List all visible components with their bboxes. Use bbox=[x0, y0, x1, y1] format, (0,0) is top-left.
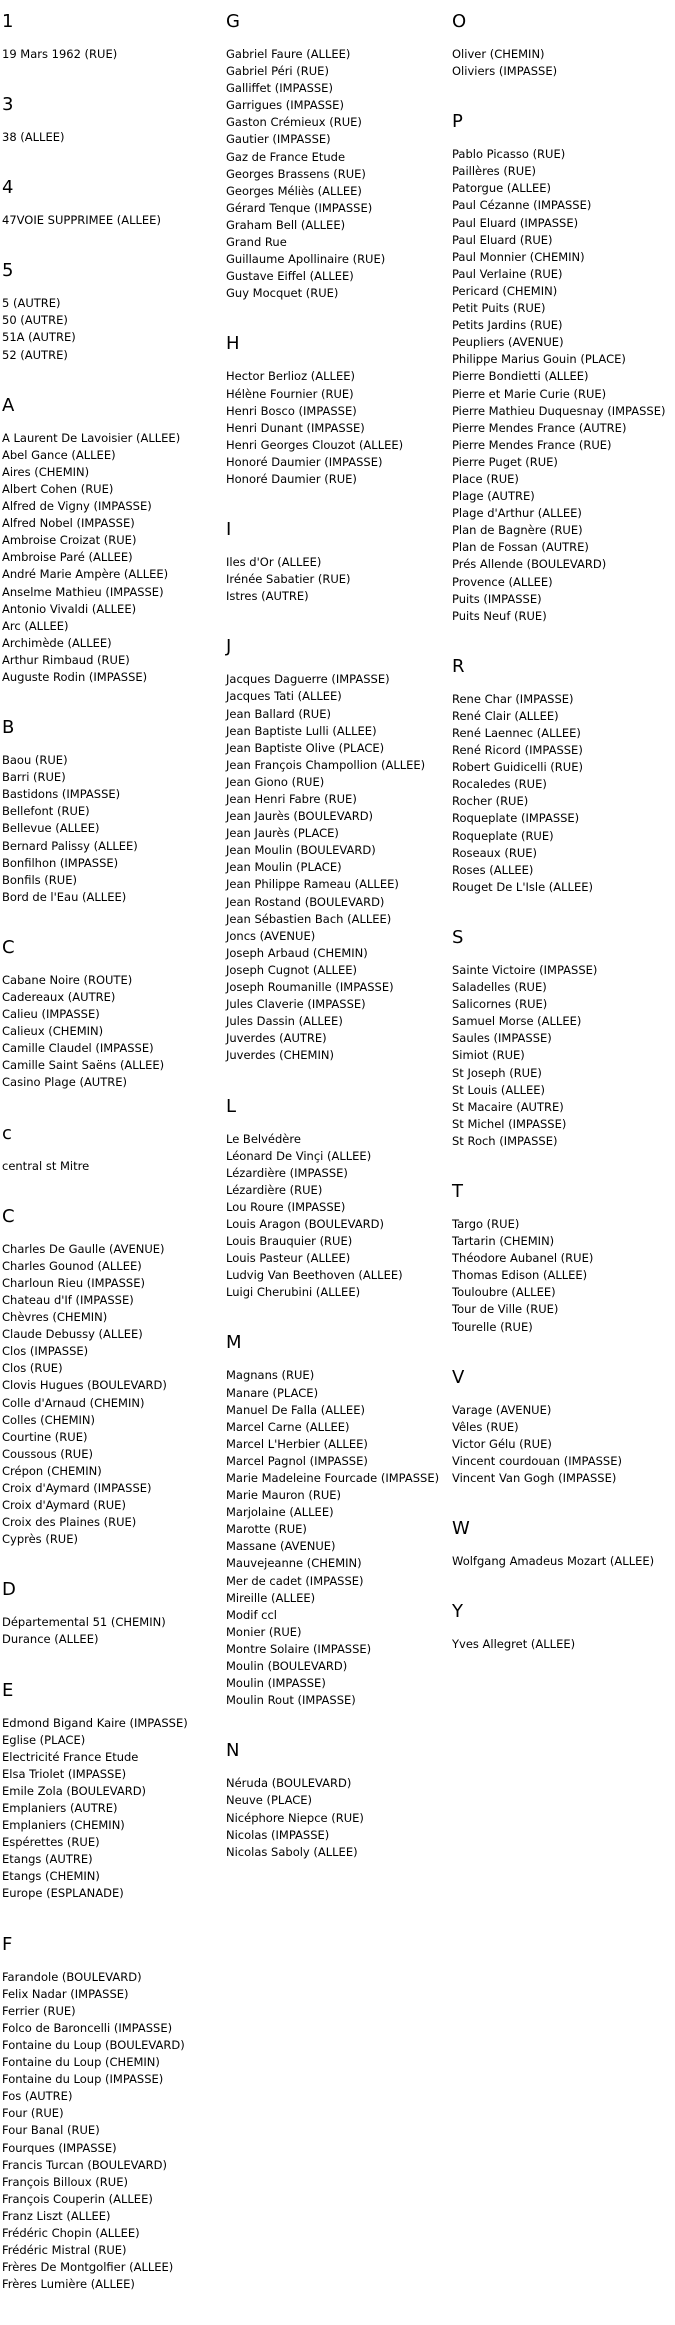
street-link[interactable]: Bernard Palissy (ALLEE) bbox=[2, 838, 138, 853]
street-link[interactable]: Néruda (BOULEVARD) bbox=[226, 1776, 352, 1791]
street-link[interactable]: Mireille (ALLEE) bbox=[226, 1590, 316, 1605]
letter-heading: F bbox=[2, 1933, 13, 1955]
street-link[interactable]: Jean Moulin (BOULEVARD) bbox=[226, 843, 376, 858]
street-link[interactable]: Nicolas (IMPASSE) bbox=[226, 1827, 330, 1842]
street-link[interactable]: Saules (IMPASSE) bbox=[452, 1031, 552, 1046]
street-link[interactable]: Emile Zola (BOULEVARD) bbox=[2, 1783, 147, 1798]
street-link[interactable]: Plage d'Arthur (ALLEE) bbox=[452, 506, 582, 521]
street-link[interactable]: Monier (RUE) bbox=[226, 1624, 302, 1639]
street-link[interactable]: Espérettes (RUE) bbox=[2, 1835, 100, 1850]
street-link[interactable]: Modif ccl bbox=[226, 1607, 277, 1622]
street-link[interactable]: Pierre Mendes France (RUE) bbox=[452, 437, 612, 452]
street-link[interactable]: Cadereaux (AUTRE) bbox=[2, 990, 116, 1004]
street-link[interactable]: Mer de cadet (IMPASSE) bbox=[226, 1573, 364, 1588]
letter-group bbox=[2, 396, 226, 686]
street-link[interactable]: Chateau d'If (IMPASSE) bbox=[2, 1292, 134, 1307]
letter-heading: 1 bbox=[2, 11, 14, 32]
letter-group bbox=[2, 1580, 226, 1648]
street-link[interactable]: Charles De Gaulle (AVENUE) bbox=[2, 1241, 165, 1256]
street-link[interactable]: Jean Giono (RUE) bbox=[226, 774, 325, 789]
street-link[interactable]: Casino Plage (AUTRE) bbox=[2, 1075, 127, 1090]
street-link[interactable]: Marcel Carne (ALLEE) bbox=[226, 1419, 350, 1434]
letter-heading: c bbox=[2, 1122, 12, 1144]
street-link[interactable]: Oliviers (IMPASSE) bbox=[452, 64, 558, 79]
street-link[interactable]: Crépon (CHEMIN) bbox=[2, 1463, 102, 1478]
letter-group bbox=[452, 1519, 674, 1570]
street-link[interactable]: Paul Cézanne (IMPASSE) bbox=[452, 198, 592, 213]
letter-heading: 3 bbox=[2, 94, 14, 116]
street-link[interactable]: Marcel L'Herbier (ALLEE) bbox=[226, 1436, 368, 1451]
street-link[interactable]: Patorgue (ALLEE) bbox=[452, 181, 552, 196]
street-link[interactable]: Saladelles (RUE) bbox=[452, 980, 547, 995]
letter-heading: B bbox=[2, 717, 15, 739]
street-link[interactable]: René Laennec (ALLEE) bbox=[452, 726, 581, 740]
letter-group bbox=[226, 637, 450, 1064]
street-link[interactable]: Felix Nadar (IMPASSE) bbox=[2, 1986, 129, 2001]
letter-heading: C bbox=[2, 936, 15, 958]
street-link[interactable]: Tour de Ville (RUE) bbox=[452, 1302, 559, 1317]
street-link[interactable]: Puits (IMPASSE) bbox=[452, 591, 542, 606]
street-link[interactable]: Marie Madeleine Fourcade (IMPASSE) bbox=[226, 1471, 440, 1485]
street-link[interactable]: Clos (RUE) bbox=[2, 1361, 63, 1376]
street-link[interactable]: Four (RUE) bbox=[2, 2106, 64, 2121]
letter-group bbox=[2, 1207, 226, 1549]
street-link[interactable]: Aires (CHEMIN) bbox=[2, 464, 90, 479]
street-link[interactable]: Chèvres (CHEMIN) bbox=[2, 1310, 108, 1325]
street-link[interactable]: 50 (AUTRE) bbox=[2, 313, 68, 328]
street-link[interactable]: Tartarin (CHEMIN) bbox=[452, 1234, 555, 1249]
street-link[interactable]: Anselme Mathieu (IMPASSE) bbox=[2, 584, 164, 599]
letter-group bbox=[226, 12, 450, 302]
street-link[interactable]: Paillères (RUE) bbox=[452, 164, 536, 179]
street-link[interactable]: Arthur Rimbaud (RUE) bbox=[2, 652, 130, 667]
street-link[interactable]: Bellevue (ALLEE) bbox=[2, 821, 100, 836]
letter-heading: G bbox=[226, 11, 240, 32]
street-link[interactable]: Emplaniers (AUTRE) bbox=[2, 1801, 118, 1815]
street-link[interactable]: Henri Bosco (IMPASSE) bbox=[226, 403, 357, 418]
letter-group bbox=[2, 95, 226, 146]
street-link[interactable]: Fontaine du Loup (IMPASSE) bbox=[2, 2072, 164, 2087]
street-link[interactable]: 5 (AUTRE) bbox=[2, 296, 61, 311]
street-link[interactable]: Rocaledes (RUE) bbox=[452, 777, 547, 792]
street-link[interactable]: François Couperin (ALLEE) bbox=[2, 2191, 153, 2206]
street-link[interactable]: Philippe Marius Gouin (PLACE) bbox=[452, 352, 626, 367]
street-link[interactable]: Vêles (RUE) bbox=[452, 1419, 519, 1434]
letter-group bbox=[2, 178, 226, 229]
street-link[interactable]: Folco de Baroncelli (IMPASSE) bbox=[2, 2020, 173, 2035]
street-link[interactable]: Yves Allegret (ALLEE) bbox=[452, 1637, 576, 1652]
street-link[interactable]: Prés Allende (BOULEVARD) bbox=[452, 557, 607, 572]
street-link[interactable]: Honoré Daumier (RUE) bbox=[226, 471, 357, 486]
street-link[interactable]: Roses (ALLEE) bbox=[452, 862, 534, 877]
street-link[interactable]: Louis Aragon (BOULEVARD) bbox=[226, 1216, 384, 1231]
street-link[interactable]: Etangs (AUTRE) bbox=[2, 1852, 93, 1867]
street-link[interactable]: Roseaux (RUE) bbox=[452, 845, 538, 860]
street-link[interactable]: Moulin (BOULEVARD) bbox=[226, 1659, 348, 1674]
street-link[interactable]: Ambroise Croizat (RUE) bbox=[2, 533, 137, 548]
letter-heading: T bbox=[452, 1180, 463, 1202]
street-link[interactable]: Massane (AVENUE) bbox=[226, 1539, 336, 1554]
street-link[interactable]: Colle d'Arnaud (CHEMIN) bbox=[2, 1395, 145, 1410]
street-link[interactable]: Fos (AUTRE) bbox=[2, 2089, 73, 2104]
street-link[interactable]: Hector Berlioz (ALLEE) bbox=[226, 369, 355, 384]
street-link[interactable]: Ambroise Paré (ALLEE) bbox=[2, 550, 133, 565]
street-link[interactable]: Calieu (IMPASSE) bbox=[2, 1007, 100, 1022]
street-link[interactable]: Emplaniers (CHEMIN) bbox=[2, 1818, 125, 1833]
street-link[interactable]: Garrigues (IMPASSE) bbox=[226, 98, 344, 113]
street-link[interactable]: Montre Solaire (IMPASSE) bbox=[226, 1641, 372, 1656]
street-link[interactable]: André Marie Ampère (ALLEE) bbox=[2, 567, 169, 582]
street-link[interactable]: Elsa Triolet (IMPASSE) bbox=[2, 1766, 127, 1781]
letter-group bbox=[2, 1124, 226, 1175]
street-link[interactable]: Petit Puits (RUE) bbox=[452, 301, 546, 316]
street-link[interactable]: Jean Rostand (BOULEVARD) bbox=[226, 894, 385, 909]
street-link[interactable]: St Joseph (RUE) bbox=[452, 1065, 542, 1080]
street-link[interactable]: Paul Eluard (IMPASSE) bbox=[452, 215, 579, 230]
street-link[interactable]: Paul Verlaine (RUE) bbox=[452, 266, 563, 281]
letter-group bbox=[2, 938, 226, 1092]
street-link[interactable]: Jean Jaurès (PLACE) bbox=[226, 826, 339, 841]
letter-group bbox=[226, 1741, 450, 1860]
street-link[interactable]: Durance (ALLEE) bbox=[2, 1632, 99, 1647]
street-link[interactable]: Samuel Morse (ALLEE) bbox=[452, 1014, 582, 1029]
street-link[interactable]: Simiot (RUE) bbox=[452, 1048, 525, 1063]
street-link[interactable]: Ferrier (RUE) bbox=[2, 2003, 76, 2018]
street-link[interactable]: A Laurent De Lavoisier (ALLEE) bbox=[2, 430, 181, 445]
street-index-column bbox=[2, 12, 226, 2325]
street-link[interactable]: Antonio Vivaldi (ALLEE) bbox=[2, 601, 137, 616]
street-link[interactable]: Roqueplate (RUE) bbox=[452, 828, 554, 843]
street-link[interactable]: Clovis Hugues (BOULEVARD) bbox=[2, 1378, 167, 1393]
street-link[interactable]: Guillaume Apollinaire (RUE) bbox=[226, 252, 386, 267]
street-link[interactable]: Juverdes (AUTRE) bbox=[226, 1031, 327, 1046]
street-link[interactable]: Bellefont (RUE) bbox=[2, 804, 90, 819]
street-link[interactable]: Roqueplate (IMPASSE) bbox=[452, 811, 580, 826]
street-link[interactable]: Farandole (BOULEVARD) bbox=[2, 1969, 142, 1984]
street-link[interactable]: Fontaine du Loup (BOULEVARD) bbox=[2, 2037, 185, 2052]
street-link[interactable]: Ludvig Van Beethoven (ALLEE) bbox=[226, 1268, 403, 1283]
street-link[interactable]: Rouget De L'Isle (ALLEE) bbox=[452, 879, 593, 894]
street-link[interactable]: Sainte Victoire (IMPASSE) bbox=[452, 962, 598, 977]
letter-group bbox=[452, 112, 674, 625]
letter-heading: V bbox=[452, 1366, 465, 1388]
street-link[interactable]: Camille Claudel (IMPASSE) bbox=[2, 1041, 154, 1056]
letter-group bbox=[452, 1602, 674, 1653]
street-link[interactable]: Bonfilhon (IMPASSE) bbox=[2, 855, 119, 870]
street-link[interactable]: Graham Bell (ALLEE) bbox=[226, 217, 346, 232]
street-link[interactable]: Plan de Fossan (AUTRE) bbox=[452, 540, 589, 555]
street-link[interactable]: Manare (PLACE) bbox=[226, 1385, 319, 1400]
street-link[interactable]: Paul Monnier (CHEMIN) bbox=[452, 249, 585, 264]
street-link[interactable]: Calieux (CHEMIN) bbox=[2, 1024, 104, 1039]
street-link[interactable]: Victor Gélu (RUE) bbox=[452, 1436, 552, 1451]
street-link[interactable]: Hélène Fournier (RUE) bbox=[226, 386, 354, 401]
street-link[interactable]: François Billoux (RUE) bbox=[2, 2174, 128, 2189]
street-link[interactable]: Camille Saint Saëns (ALLEE) bbox=[2, 1058, 165, 1073]
letter-group bbox=[452, 12, 674, 80]
street-link[interactable]: Puits Neuf (RUE) bbox=[452, 608, 547, 623]
street-link[interactable]: Vincent courdouan (IMPASSE) bbox=[452, 1453, 622, 1468]
street-link[interactable]: central st Mitre bbox=[2, 1158, 90, 1173]
letter-group bbox=[226, 520, 450, 605]
street-link[interactable]: René Clair (ALLEE) bbox=[452, 708, 559, 723]
letter-heading: A bbox=[2, 394, 15, 416]
street-link[interactable]: Francis Turcan (BOULEVARD) bbox=[2, 2157, 168, 2172]
street-link[interactable]: Jean Philippe Rameau (ALLEE) bbox=[226, 877, 399, 892]
street-link[interactable]: Electricité France Etude bbox=[2, 1749, 139, 1764]
street-link[interactable]: Gabriel Péri (RUE) bbox=[226, 64, 329, 79]
letter-heading: P bbox=[452, 111, 463, 133]
street-link[interactable]: Théodore Aubanel (RUE) bbox=[452, 1251, 594, 1266]
letter-group bbox=[452, 928, 674, 1150]
letter-heading: M bbox=[226, 1332, 242, 1354]
street-link[interactable]: Alfred Nobel (IMPASSE) bbox=[2, 516, 135, 531]
street-link[interactable]: Joseph Roumanille (IMPASSE) bbox=[226, 980, 394, 995]
street-link[interactable]: Bord de l'Eau (ALLEE) bbox=[2, 889, 127, 904]
street-link[interactable]: Nicolas Saboly (ALLEE) bbox=[226, 1844, 358, 1859]
street-link[interactable]: 52 (AUTRE) bbox=[2, 347, 68, 362]
street-index-column bbox=[452, 12, 674, 1685]
street-link[interactable]: Etangs (CHEMIN) bbox=[2, 1869, 100, 1884]
street-link[interactable]: Henri Dunant (IMPASSE) bbox=[226, 420, 365, 435]
street-link[interactable]: Salicornes (RUE) bbox=[452, 997, 548, 1012]
street-link[interactable]: Fourques (IMPASSE) bbox=[2, 2140, 117, 2155]
street-link[interactable]: Nicéphore Niepce (RUE) bbox=[226, 1810, 364, 1825]
street-link[interactable]: Fontaine du Loup (CHEMIN) bbox=[2, 2055, 160, 2070]
street-link[interactable]: Frères De Montgolfier (ALLEE) bbox=[2, 2260, 174, 2275]
letter-group bbox=[2, 261, 226, 363]
street-link[interactable]: Jean Henri Fabre (RUE) bbox=[226, 792, 357, 806]
street-link[interactable]: Georges Brassens (RUE) bbox=[226, 166, 366, 181]
street-link[interactable]: Baou (RUE) bbox=[2, 753, 68, 768]
street-link[interactable]: Croix d'Aymard (RUE) bbox=[2, 1498, 126, 1513]
street-link[interactable]: Joseph Cugnot (ALLEE) bbox=[226, 962, 358, 977]
street-link[interactable]: Jacques Daguerre (IMPASSE) bbox=[226, 672, 390, 687]
street-link[interactable]: Guy Mocquet (RUE) bbox=[226, 286, 339, 301]
letter-heading: D bbox=[2, 1579, 16, 1601]
street-link[interactable]: Honoré Daumier (IMPASSE) bbox=[226, 454, 383, 469]
street-link[interactable]: Lézardière (RUE) bbox=[226, 1182, 323, 1197]
street-link[interactable]: Bastidons (IMPASSE) bbox=[2, 787, 121, 802]
street-index-column bbox=[226, 12, 450, 1893]
street-link[interactable]: Moulin Rout (IMPASSE) bbox=[226, 1693, 356, 1708]
letter-group bbox=[452, 1182, 674, 1336]
street-link[interactable]: Charles Gounod (ALLEE) bbox=[2, 1258, 142, 1273]
street-link[interactable]: Oliver (CHEMIN) bbox=[452, 47, 545, 61]
street-link[interactable]: Jules Claverie (IMPASSE) bbox=[226, 997, 366, 1012]
street-link[interactable]: 51A (AUTRE) bbox=[2, 330, 76, 345]
street-link[interactable]: René Ricord (IMPASSE) bbox=[452, 743, 583, 758]
street-link[interactable]: Franz Liszt (ALLEE) bbox=[2, 2208, 111, 2223]
letter-heading: W bbox=[452, 1518, 470, 1540]
street-link[interactable]: Bonfils (RUE) bbox=[2, 872, 77, 887]
street-link[interactable]: Gustave Eiffel (ALLEE) bbox=[226, 269, 354, 284]
street-link[interactable]: Wolfgang Amadeus Mozart (ALLEE) bbox=[452, 1554, 655, 1569]
street-link[interactable]: Istres (AUTRE) bbox=[226, 589, 309, 604]
street-link[interactable]: Charloun Rieu (IMPASSE) bbox=[2, 1275, 145, 1290]
letter-heading: E bbox=[2, 1679, 14, 1701]
street-link[interactable]: Gautier (IMPASSE) bbox=[226, 132, 331, 147]
street-link[interactable]: Iles d'Or (ALLEE) bbox=[226, 555, 322, 570]
street-link[interactable]: Léonard De Vinçi (ALLEE) bbox=[226, 1148, 372, 1163]
street-link[interactable]: 19 Mars 1962 (RUE) bbox=[2, 47, 118, 61]
street-link[interactable]: Arc (ALLEE) bbox=[2, 618, 69, 633]
street-link[interactable]: Pierre Puget (RUE) bbox=[452, 454, 558, 469]
street-link[interactable]: Croix d'Aymard (IMPASSE) bbox=[2, 1480, 152, 1495]
letter-group bbox=[452, 657, 674, 896]
street-link[interactable]: Plan de Bagnère (RUE) bbox=[452, 523, 583, 538]
street-link[interactable]: Pierre Mathieu Duquesnay (IMPASSE) bbox=[452, 403, 666, 418]
letter-heading: L bbox=[226, 1095, 237, 1117]
street-link[interactable]: Paul Eluard (RUE) bbox=[452, 232, 553, 247]
street-link[interactable]: Pericard (CHEMIN) bbox=[452, 283, 558, 298]
street-link[interactable]: Frères Lumière (ALLEE) bbox=[2, 2277, 135, 2292]
street-link[interactable]: Rene Char (IMPASSE) bbox=[452, 691, 574, 706]
street-link[interactable]: Luigi Cherubini (ALLEE) bbox=[226, 1285, 361, 1300]
street-link[interactable]: Auguste Rodin (IMPASSE) bbox=[2, 669, 148, 684]
letter-heading: I bbox=[226, 519, 232, 541]
street-link[interactable]: 47VOIE SUPPRIMEE (ALLEE) bbox=[2, 213, 161, 228]
street-link[interactable]: Pierre Mendes France (AUTRE) bbox=[452, 420, 627, 435]
street-link[interactable]: Claude Debussy (ALLEE) bbox=[2, 1327, 143, 1342]
street-link[interactable]: Cyprès (RUE) bbox=[2, 1532, 78, 1547]
street-link[interactable]: Henri Georges Clouzot (ALLEE) bbox=[226, 437, 404, 452]
street-link[interactable]: Jean Ballard (RUE) bbox=[226, 706, 331, 721]
street-link[interactable]: Barri (RUE) bbox=[2, 770, 66, 785]
street-link[interactable]: Lézardière (IMPASSE) bbox=[226, 1165, 348, 1180]
street-link[interactable]: St Louis (ALLEE) bbox=[452, 1082, 546, 1097]
letter-group bbox=[2, 1935, 226, 2294]
street-link[interactable]: Clos (IMPASSE) bbox=[2, 1344, 89, 1359]
street-link[interactable]: Gaston Crémieux (RUE) bbox=[226, 115, 362, 130]
street-link[interactable]: Rocher (RUE) bbox=[452, 794, 529, 809]
street-link[interactable]: Thomas Edison (ALLEE) bbox=[452, 1268, 588, 1283]
letter-heading: Y bbox=[452, 1601, 463, 1623]
street-link[interactable]: 38 (ALLEE) bbox=[2, 130, 65, 145]
street-link[interactable]: Gabriel Faure (ALLEE) bbox=[226, 47, 351, 61]
street-link[interactable]: Louis Pasteur (ALLEE) bbox=[226, 1251, 351, 1266]
street-link[interactable]: Alfred de Vigny (IMPASSE) bbox=[2, 499, 152, 514]
letter-heading: C bbox=[2, 1205, 15, 1227]
street-link[interactable]: Louis Brauquier (RUE) bbox=[226, 1234, 353, 1249]
street-link[interactable]: Varage (AVENUE) bbox=[452, 1402, 552, 1417]
street-link[interactable]: Frédéric Mistral (RUE) bbox=[2, 2243, 127, 2258]
letter-heading: R bbox=[452, 655, 465, 677]
street-link[interactable]: Marcel Pagnol (IMPASSE) bbox=[226, 1453, 368, 1468]
street-link[interactable]: Jacques Tati (ALLEE) bbox=[226, 689, 342, 704]
street-link[interactable]: Edmond Bigand Kaire (IMPASSE) bbox=[2, 1715, 188, 1730]
street-link[interactable]: Coussous (RUE) bbox=[2, 1446, 93, 1461]
letter-heading: 5 bbox=[2, 260, 14, 282]
street-link[interactable]: Irénée Sabatier (RUE) bbox=[226, 572, 351, 587]
street-link[interactable]: Petits Jardins (RUE) bbox=[452, 318, 563, 333]
letter-heading: O bbox=[452, 11, 467, 32]
letter-group bbox=[226, 1333, 450, 1709]
street-link[interactable]: Vincent Van Gogh (IMPASSE) bbox=[452, 1471, 617, 1485]
street-link[interactable]: Robert Guidicelli (RUE) bbox=[452, 760, 583, 775]
street-link[interactable]: St Macaire (AUTRE) bbox=[452, 1099, 564, 1114]
street-link[interactable]: Touloubre (ALLEE) bbox=[452, 1285, 556, 1300]
letter-heading: N bbox=[226, 1740, 240, 1762]
street-link[interactable]: Jean Moulin (PLACE) bbox=[226, 860, 342, 875]
street-link[interactable]: Targo (RUE) bbox=[452, 1216, 520, 1231]
street-link[interactable]: Jean Jaurès (BOULEVARD) bbox=[226, 809, 374, 824]
letter-heading: H bbox=[226, 333, 240, 355]
street-link[interactable]: Cabane Noire (ROUTE) bbox=[2, 972, 133, 987]
street-link[interactable]: Peupliers (AVENUE) bbox=[452, 335, 564, 350]
street-link[interactable]: St Michel (IMPASSE) bbox=[452, 1116, 567, 1131]
street-link[interactable]: Manuel De Falla (ALLEE) bbox=[226, 1402, 365, 1417]
letter-heading: S bbox=[452, 926, 464, 948]
street-link[interactable]: Archimède (ALLEE) bbox=[2, 635, 112, 650]
letter-heading: J bbox=[226, 636, 232, 658]
street-link[interactable]: Marotte (RUE) bbox=[226, 1522, 307, 1537]
letter-group bbox=[226, 1097, 450, 1302]
street-link[interactable]: Joseph Arbaud (CHEMIN) bbox=[226, 945, 368, 960]
street-link[interactable]: Moulin (IMPASSE) bbox=[226, 1676, 326, 1691]
street-link[interactable]: Neuve (PLACE) bbox=[226, 1793, 313, 1808]
street-link[interactable]: Joncs (AVENUE) bbox=[226, 928, 316, 943]
street-link[interactable]: Place (RUE) bbox=[452, 471, 519, 486]
street-link[interactable]: Départemental 51 (CHEMIN) bbox=[2, 1615, 166, 1630]
street-link[interactable]: Galliffet (IMPASSE) bbox=[226, 81, 333, 96]
street-link[interactable]: Plage (AUTRE) bbox=[452, 489, 535, 504]
street-link[interactable]: Marie Mauron (RUE) bbox=[226, 1488, 341, 1503]
street-link[interactable]: Pierre Bondietti (ALLEE) bbox=[452, 369, 589, 384]
street-link[interactable]: Colles (CHEMIN) bbox=[2, 1412, 96, 1427]
letter-group bbox=[2, 718, 226, 906]
street-link[interactable]: Courtine (RUE) bbox=[2, 1429, 88, 1444]
street-link[interactable]: Grand Rue bbox=[226, 235, 287, 250]
street-link[interactable]: Jean Baptiste Olive (PLACE) bbox=[226, 740, 385, 755]
street-link[interactable]: Gaz de France Etude bbox=[226, 149, 346, 164]
street-link[interactable]: Marjolaine (ALLEE) bbox=[226, 1505, 334, 1520]
letter-heading: 4 bbox=[2, 177, 14, 199]
street-link[interactable]: Abel Gance (ALLEE) bbox=[2, 447, 116, 462]
letter-group bbox=[226, 334, 450, 488]
street-link[interactable]: Lou Roure (IMPASSE) bbox=[226, 1199, 346, 1214]
street-link[interactable]: Jean François Champollion (ALLEE) bbox=[226, 757, 426, 772]
street-link[interactable]: Pablo Picasso (RUE) bbox=[452, 147, 566, 162]
street-link[interactable]: Mauvejeanne (CHEMIN) bbox=[226, 1556, 362, 1571]
street-link[interactable]: Gérard Tenque (IMPASSE) bbox=[226, 200, 373, 215]
street-link[interactable]: Europe (ESPLANADE) bbox=[2, 1886, 124, 1901]
street-link[interactable]: Croix des Plaines (RUE) bbox=[2, 1515, 137, 1530]
street-link[interactable]: Tourelle (RUE) bbox=[452, 1319, 533, 1334]
street-link[interactable]: St Roch (IMPASSE) bbox=[452, 1133, 558, 1148]
street-link[interactable]: Jean Sébastien Bach (ALLEE) bbox=[226, 911, 392, 926]
street-link[interactable]: Jean Baptiste Lulli (ALLEE) bbox=[226, 723, 377, 738]
letter-group bbox=[2, 12, 226, 63]
street-link[interactable]: Eglise (PLACE) bbox=[2, 1732, 86, 1747]
street-link[interactable]: Frédéric Chopin (ALLEE) bbox=[2, 2225, 140, 2240]
street-link[interactable]: Georges Méliès (ALLEE) bbox=[226, 183, 362, 198]
street-link[interactable]: Jules Dassin (ALLEE) bbox=[226, 1014, 343, 1029]
street-link[interactable]: Provence (ALLEE) bbox=[452, 574, 553, 589]
street-link[interactable]: Four Banal (RUE) bbox=[2, 2123, 100, 2138]
street-link[interactable]: Albert Cohen (RUE) bbox=[2, 481, 114, 496]
street-link[interactable]: Le Belvédère bbox=[226, 1131, 301, 1146]
street-link[interactable]: Pierre et Marie Curie (RUE) bbox=[452, 386, 607, 401]
letter-group bbox=[452, 1368, 674, 1487]
street-link[interactable]: Juverdes (CHEMIN) bbox=[226, 1048, 334, 1063]
letter-group bbox=[2, 1681, 226, 1903]
street-link[interactable]: Magnans (RUE) bbox=[226, 1368, 315, 1383]
